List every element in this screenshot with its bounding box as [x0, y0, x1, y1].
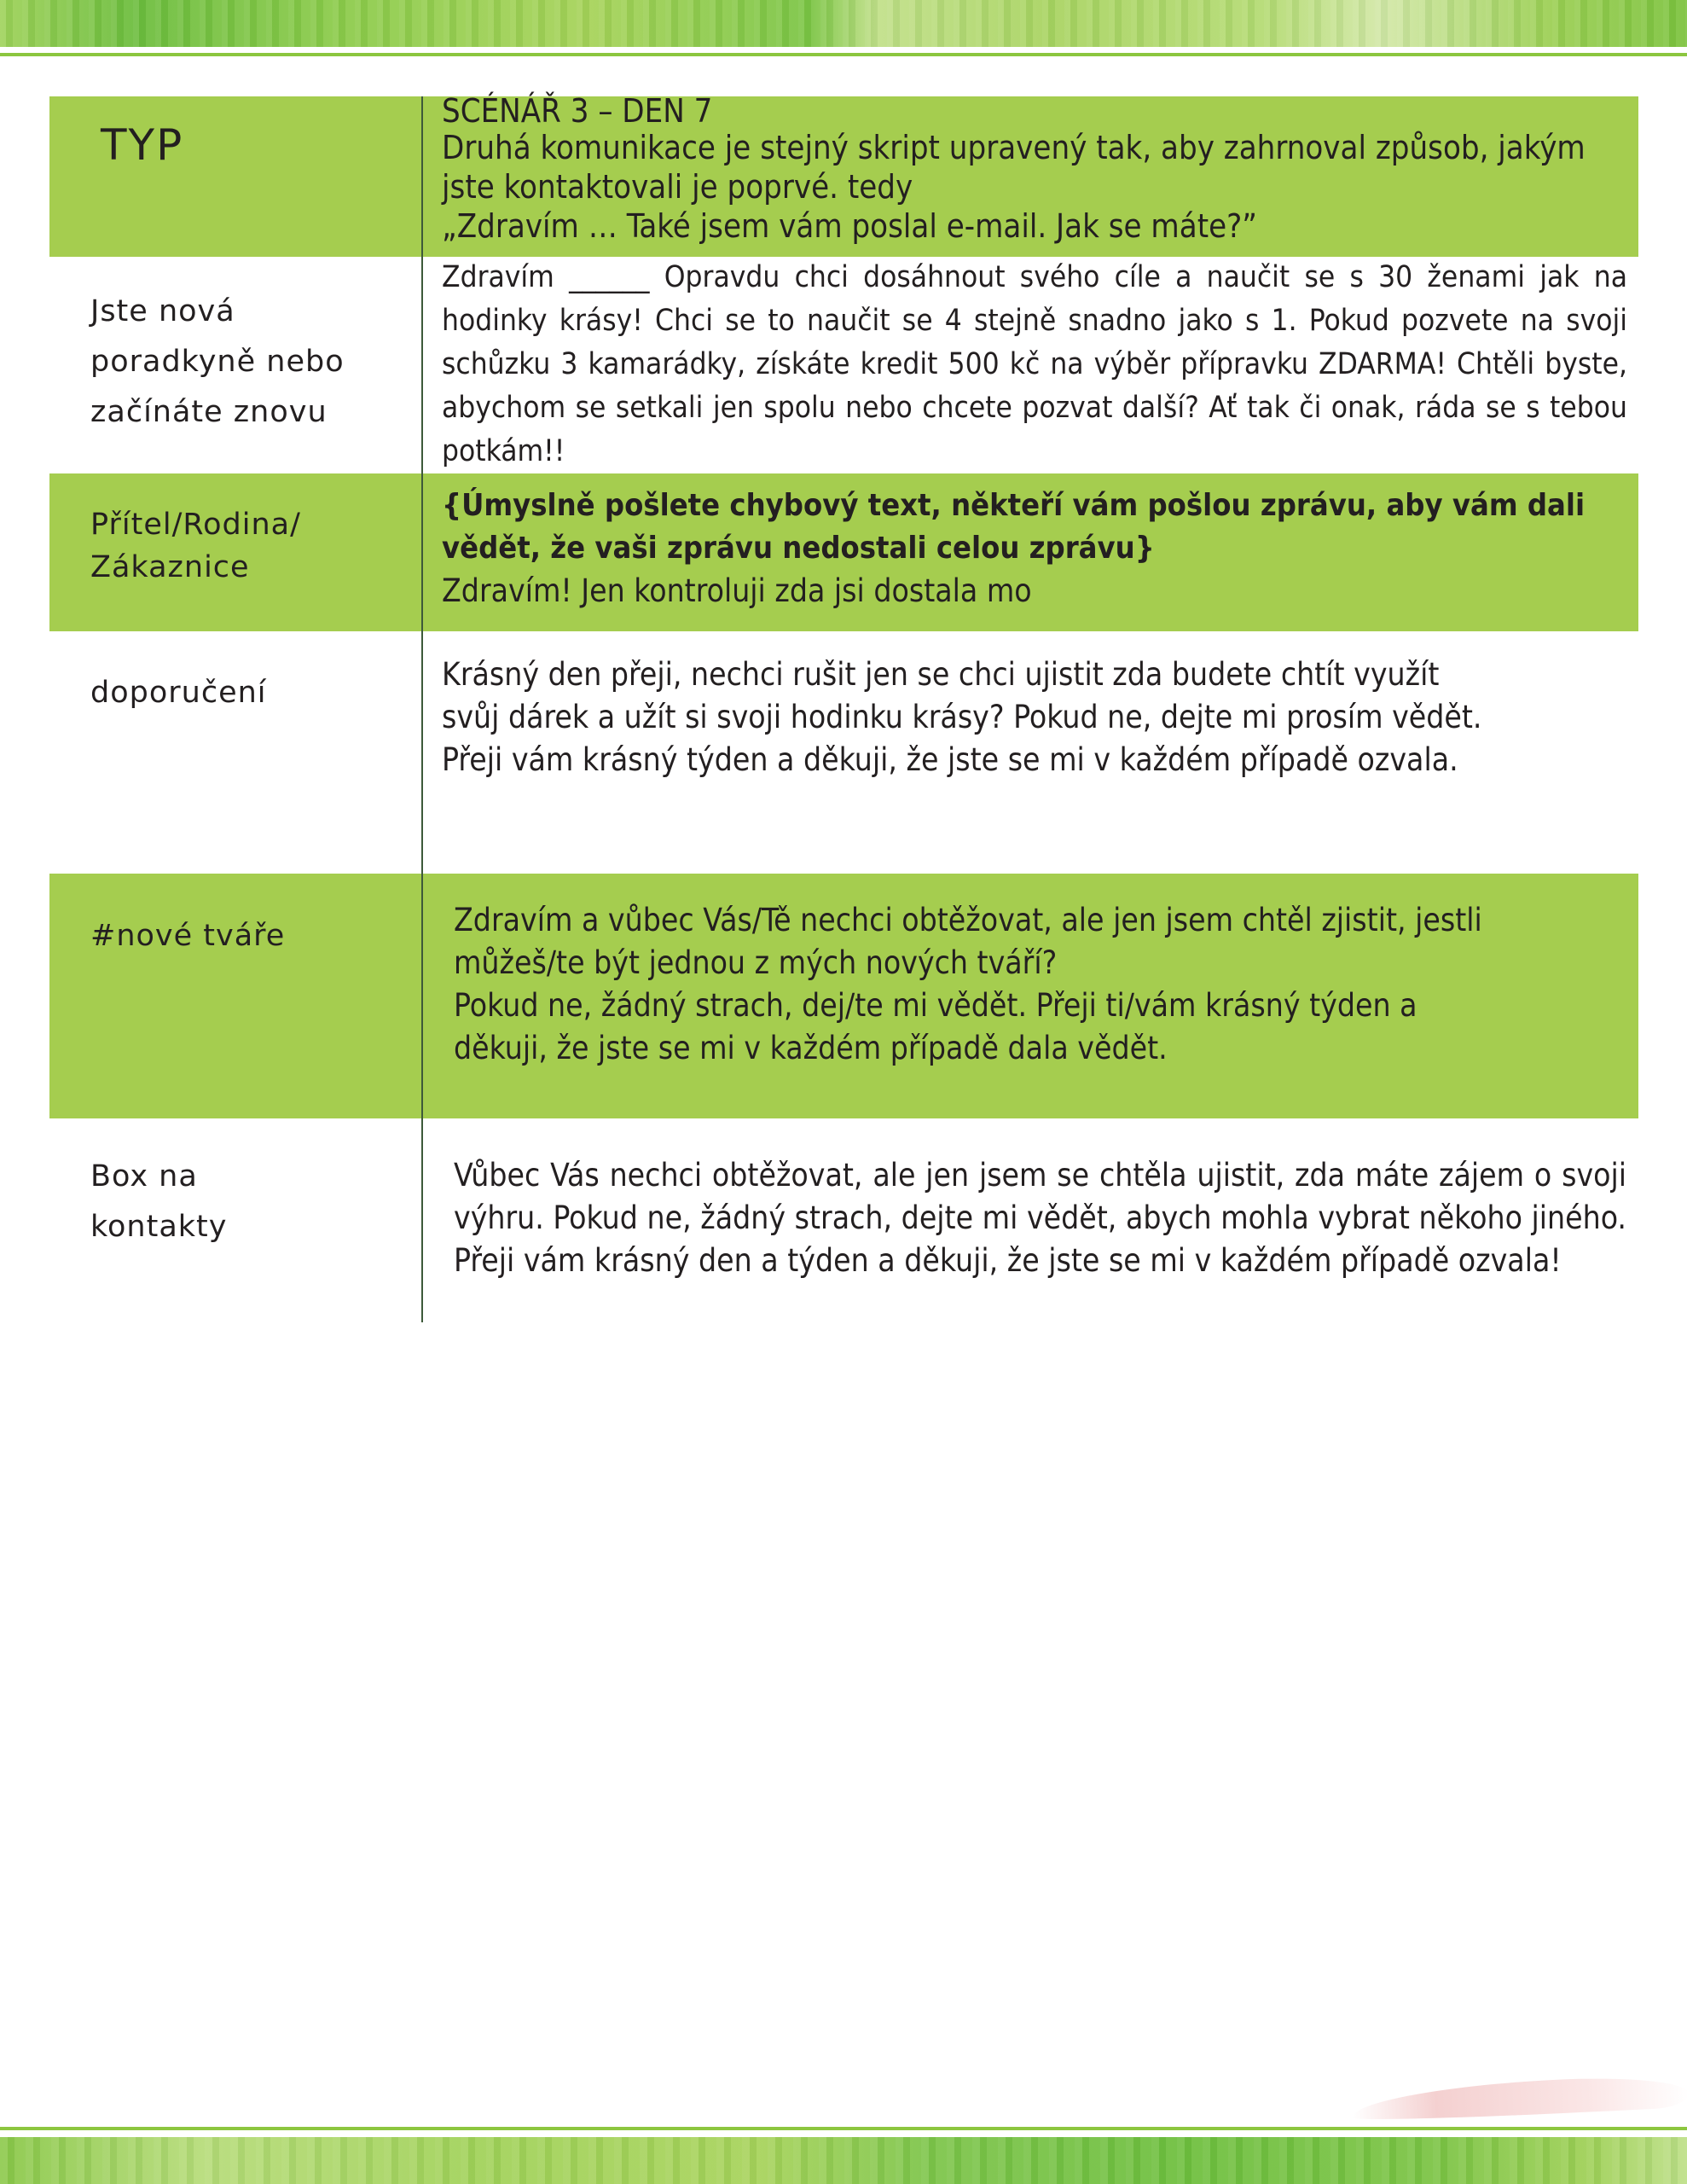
script-line: děkuji, že jste se mi v každém případě dala vědět. [454, 1030, 1168, 1066]
type-label-new-faces [90, 911, 285, 961]
brush-stroke-decoration [1351, 2073, 1687, 2125]
type-label-new-consultant [90, 287, 345, 438]
bottom-decorative-band [0, 2137, 1687, 2184]
top-rule [0, 53, 1687, 56]
script-referral [442, 653, 1627, 781]
script-line: Krásný den přeji, nechci rušit jen se chci ujistit zda budete chtít využít [442, 656, 1440, 693]
type-label-referral [90, 668, 267, 718]
type-label-line: Přítel/Rodina/ [90, 508, 301, 542]
top-decorative-band [0, 0, 1687, 47]
script-new-faces [454, 899, 1639, 1070]
type-label-line: Zákaznice [90, 550, 250, 584]
type-label-line: poradkyně nebo [90, 345, 345, 379]
script-line: svůj dárek a užít si svoji hodinku krásy? Pokud ne, dejte mi prosím vědět. [442, 699, 1482, 735]
script-line: Pokud ne, žádný strach, dej/te mi vědět. Přeji ti/vám krásný týden a [454, 987, 1417, 1024]
type-label-friend-family [90, 503, 301, 589]
script-contact-box: Vůbec Vás nechci obtěžovat, ale jen jsem se chtěla ujistit, zda máte zájem o svoji výhru. Pokud ne, žádný strach, dejte mi vědět, abych mohla vybrat někoho jiného. Přeji vám krásný den a týden a děkuji, že jste se mi v každém případě ozvala! [454, 1157, 1626, 1279]
column-header-type: TYP [101, 120, 184, 170]
column-divider [421, 96, 423, 1322]
type-label-line: Jste nová [90, 294, 235, 328]
type-label-line: #nové tváře [90, 919, 286, 953]
script-note: {Úmyslně pošlete chybový text, někteří vám pošlou zprávu, aby vám dali vědět, že vaši zprávu nedostali celou zprávu} [442, 488, 1586, 566]
script-line: můžeš/te být jednou z mých nových tváří? [454, 944, 1058, 981]
script-line: Zdravím a vůbec Vás/Tě nechci obtěžovat, ale jen jsem chtěl zjistit, jestli [454, 902, 1482, 938]
scenario-quote: „Zdravím … Také jsem vám poslal e-mail. Jak se máte?” [442, 207, 1257, 245]
script-text: Zdravím! Jen kontroluji zda jsi dostala mo [442, 572, 1032, 609]
script-new-consultant: Zdravím ______ Opravdu chci dosáhnout svého cíle a naučit se s 30 ženami jak na hodinky krásy! Chci se to naučit se 4 stejně snadno jako s 1. Pokud pozvete na svoji schůzku 3 kamarádky, získáte kredit 500 kč na výběr přípravku ZDARMA! Chtěli byste, abychom se setkali jen spolu nebo chcete pozvat další? Ať tak či onak, ráda se s tebou potkám!! [442, 260, 1627, 468]
type-label-line: Box na [90, 1159, 198, 1194]
script-line: Přeji vám krásný týden a děkuji, že jste se mi v každém případě ozvala. [442, 741, 1458, 778]
type-label-line: kontakty [90, 1210, 228, 1244]
scenario-header [442, 94, 1627, 246]
scenario-title: SCÉNÁŘ 3 – DEN 7 [442, 92, 713, 130]
type-label-line: začínáte znovu [90, 395, 328, 429]
type-label-contact-box [90, 1152, 228, 1252]
bottom-rule [0, 2127, 1687, 2130]
type-label-line: doporučení [90, 676, 267, 710]
script-friend-family [442, 485, 1627, 613]
scenario-description: Druhá komunikace je stejný skript upravený tak, aby zahrnoval způsob, jakým jste kontaktovali je poprvé. tedy [442, 129, 1586, 206]
